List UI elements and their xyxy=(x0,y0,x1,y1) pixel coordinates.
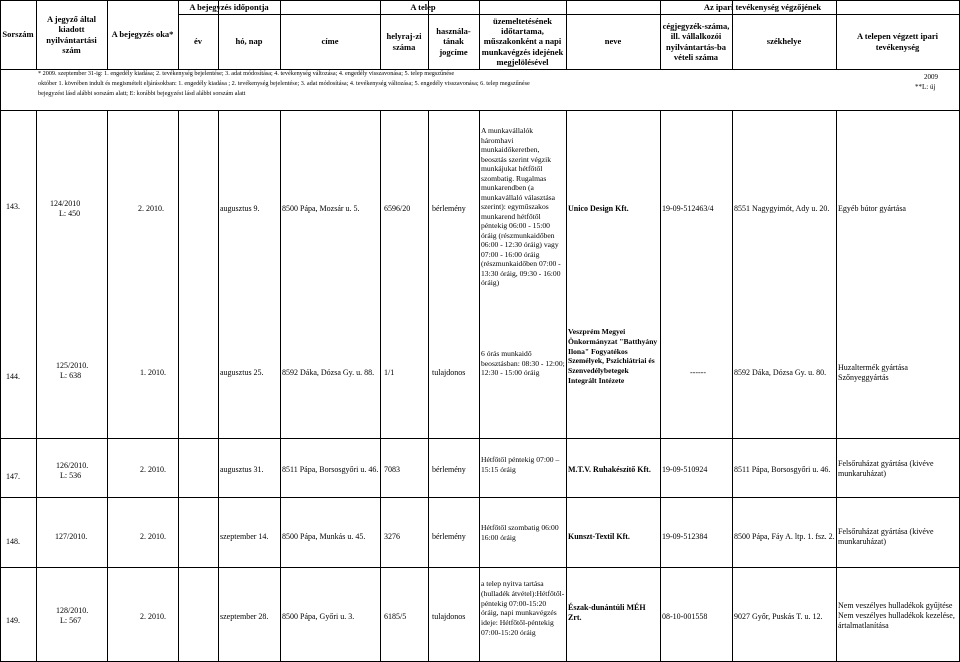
row-144-ev: 1. 2010. xyxy=(140,368,166,377)
header-cime: címe xyxy=(321,36,339,47)
row-148-cegjegyzek: 19-09-512384 xyxy=(662,532,708,541)
row-144-nyilv-2: L: 638 xyxy=(60,371,82,380)
header-uzemeltetes: üzemeltetésének időtartama, műszakonként a napi munkavégzés idejének megjelölésével xyxy=(481,15,564,68)
header-ev: év xyxy=(193,36,203,47)
row-144-szekhely: 8592 Dáka, Dózsa Gy. u. 80. xyxy=(734,368,827,377)
row-148-uzemeltetes: Hétfőtől szombatig 06:00 16:00 óráig xyxy=(481,523,559,542)
row-149-nyilv-2: L: 567 xyxy=(60,616,82,625)
row-143-hrsz: 6596/20 xyxy=(384,204,411,213)
row-149-ev: 2. 2010. xyxy=(140,612,166,621)
row-147-neve: M.T.V. Ruhakészítő Kft. xyxy=(568,465,651,474)
header-neve: neve xyxy=(604,36,622,47)
row-143-cime: 8500 Pápa, Mozsár u. 5. xyxy=(282,204,360,213)
row-143-nyilv-2: L: 450 xyxy=(59,209,81,218)
row-143-cegjegyzek: 19-09-512463/4 xyxy=(662,204,714,213)
row-144-jogcim: tulajdonos xyxy=(432,368,466,377)
row-149-jogcim: tulajdonos xyxy=(432,612,466,621)
row-144-neve: Veszprém Megyei Önkormányzat "Batthyány Ilona" Fogyatékos Személyek, Pszichiátriai és Szenvedélybetegek Integrált Intézete xyxy=(568,327,658,385)
row-149-nyilv-1: 128/2010. xyxy=(56,606,89,615)
row-143-neve: Unico Design Kft. xyxy=(568,204,629,213)
row-147-hrsz: 7083 xyxy=(384,465,400,474)
notes-line-1: * 2009. szeptember 31-ig: 1. engedély kiadása; 2. tevékenység bejelentése; 3. adat módosítása; 4. tevékenység változása; 4. engedély visszavonása; 5. telep megszűnése xyxy=(38,70,455,77)
row-143-jogcim: bérlemény xyxy=(432,204,466,213)
row-144-cime: 8592 Dáka, Dózsa Gy. u. 88. xyxy=(282,368,375,377)
row-143-sorszam: 143. xyxy=(6,202,20,211)
row-147-nyilv-1: 126/2010. xyxy=(56,461,89,470)
row-148-ev: 2. 2010. xyxy=(140,532,166,541)
row-148-cime: 8500 Pápa, Munkás u. 45. xyxy=(282,532,366,541)
row-143-ipari: Egyéb bútor gyártása xyxy=(838,204,906,213)
row-149-honap: szeptember 28. xyxy=(220,612,269,621)
row-148-neve: Kunszt-Textil Kft. xyxy=(568,532,630,541)
header-nyilvantartasi-szam: A jegyző által kiadott nyilvántartási szám xyxy=(46,13,97,55)
header-telep: A telep xyxy=(410,1,436,12)
row-147-honap: augusztus 31. xyxy=(220,465,264,474)
header-bejegyzes-idopontja: A bejegyzés időpontja xyxy=(189,1,269,12)
row-148-honap: szeptember 14. xyxy=(220,532,269,541)
row-149-cegjegyzek: 08-10-001558 xyxy=(662,612,708,621)
header-bejegyzes-oka: A bejegyzés oka* xyxy=(111,29,174,40)
row-143-uzemeltetes: A munkavállalók háromhavi munkaidőkeretben, beosztás szerint végzik munkájukat hétfőtől szombatig. Rugalmas munkarendben (a munkavállaló választása szerint): egyműszakos munkarend hétfőtől péntekig 06:00 - 15:00 óráig (részmunkaidőben 06:00 - 12:30 óráig) vagy 07:00 - 16:00 óráig (részmunkaidőben 07:00 - 13:30 óráig, 09:30 - 16:00 óráig) xyxy=(481,126,561,287)
row-147-ev: 2. 2010. xyxy=(140,465,166,474)
row-143-ev: 2. 2010. xyxy=(138,204,164,213)
row-147-cegjegyzek: 19-09-510924 xyxy=(662,465,708,474)
row-143-nyilv-1: 124/2010 xyxy=(50,199,81,208)
row-149-hrsz: 6185/5 xyxy=(384,612,407,621)
header-ipari-tevekenyseg: A telepen végzett ipari tevékenység xyxy=(857,31,938,52)
row-144-uzemeltetes: 6 órás munkaidő beosztásban: 08:30 - 12:00; 12:30 - 15:00 óráig xyxy=(481,349,565,377)
header-cegjegyzekszam: cégjegyzék-száma, ill. vállalkozói nyilvántartás-ba vételi száma xyxy=(662,20,730,62)
row-144-cegjegyzek: ------ xyxy=(690,368,706,377)
row-147-szekhely: 8511 Pápa, Borsosgyőri u. 46. xyxy=(734,465,831,474)
row-149-ipari: Nem veszélyes hulladékok gyűjtése Nem veszélyes hulladékok kezelése, ártalmatlanítása xyxy=(838,601,955,630)
notes-year: 2009 xyxy=(924,73,938,81)
row-144-sorszam: 144. xyxy=(6,372,20,381)
header-hasznalat-jogcime: használa-tának jogcíme xyxy=(436,25,471,57)
row-144-nyilv-1: 125/2010. xyxy=(56,361,89,370)
row-148-jogcim: bérlemény xyxy=(432,532,466,541)
notes-line-2: október 1. kövrében indult és megismételt eljárásokban: 1. engedély kiadása ; 2. tevékenység bejelentése; 3. adat módosítása; 4. tevékenység változása; 5. engedély visszavonása; 6. telep megszűnése xyxy=(38,80,530,87)
row-147-cime: 8511 Pápa, Borsosgyőri u. 46. xyxy=(282,465,379,474)
row-143-szekhely: 8551 Nagygyimót, Ady u. 20. xyxy=(734,204,830,213)
header-sorszam: Sorszám xyxy=(2,29,34,40)
notes-legend-new: **L: új xyxy=(915,83,936,91)
row-147-sorszam: 147. xyxy=(6,472,20,481)
row-147-nyilv-2: L: 536 xyxy=(60,471,82,480)
row-149-sorszam: 149. xyxy=(6,616,20,625)
row-148-ipari: Felsőruházat gyártása (kivéve munkaruházat) xyxy=(838,527,934,546)
row-149-cime: 8500 Pápa, Győri u. 3. xyxy=(282,612,355,621)
row-147-ipari: Felsőruházat gyártása (kivéve munkaruházat) xyxy=(838,459,934,478)
row-144-ipari: Huzaltermék gyártása Szőnyeggyártás xyxy=(838,363,908,382)
row-143-honap: augusztus 9. xyxy=(220,204,260,213)
header-helyrajzi-szam: helyraj-zi száma xyxy=(386,31,422,52)
row-148-hrsz: 3276 xyxy=(384,532,400,541)
row-148-szekhely: 8500 Pápa, Fáy A. ltp. 1. fsz. 2. xyxy=(734,532,835,541)
row-148-sorszam: 148. xyxy=(6,537,20,546)
row-144-hrsz: 1/1 xyxy=(384,368,395,377)
row-148-nyilv-1: 127/2010. xyxy=(55,532,88,541)
header-szekhelye: székhelye xyxy=(766,36,802,47)
header-vegzo: Az ipari tevékenység végzőjének xyxy=(703,1,822,12)
notes-line-3: bejegyzést lásd alábbi sorszám alatt; E: korábbi bejegyzést lásd alábbi sorszám alatt xyxy=(38,90,246,97)
row-149-uzemeltetes: a telep nyitva tartása (hulladék átvétel):Hétfőtől-péntekig 07:00-15:20 óráig, napi munkavégzés ideje: Hétfőtől-péntekig 07:00-15:20 óráig xyxy=(481,579,565,637)
row-149-neve: Észak-dunántúli MÉH Zrt. xyxy=(568,603,646,622)
row-147-jogcim: bérlemény xyxy=(432,465,466,474)
row-144-honap: augusztus 25. xyxy=(220,368,264,377)
header-honap: hó, nap xyxy=(235,36,263,47)
row-147-uzemeltetes: Hétfőtől péntekig 07:00 – 15:15 óráig xyxy=(481,455,560,474)
row-149-szekhely: 9027 Győr, Puskás T. u. 12. xyxy=(734,612,823,621)
